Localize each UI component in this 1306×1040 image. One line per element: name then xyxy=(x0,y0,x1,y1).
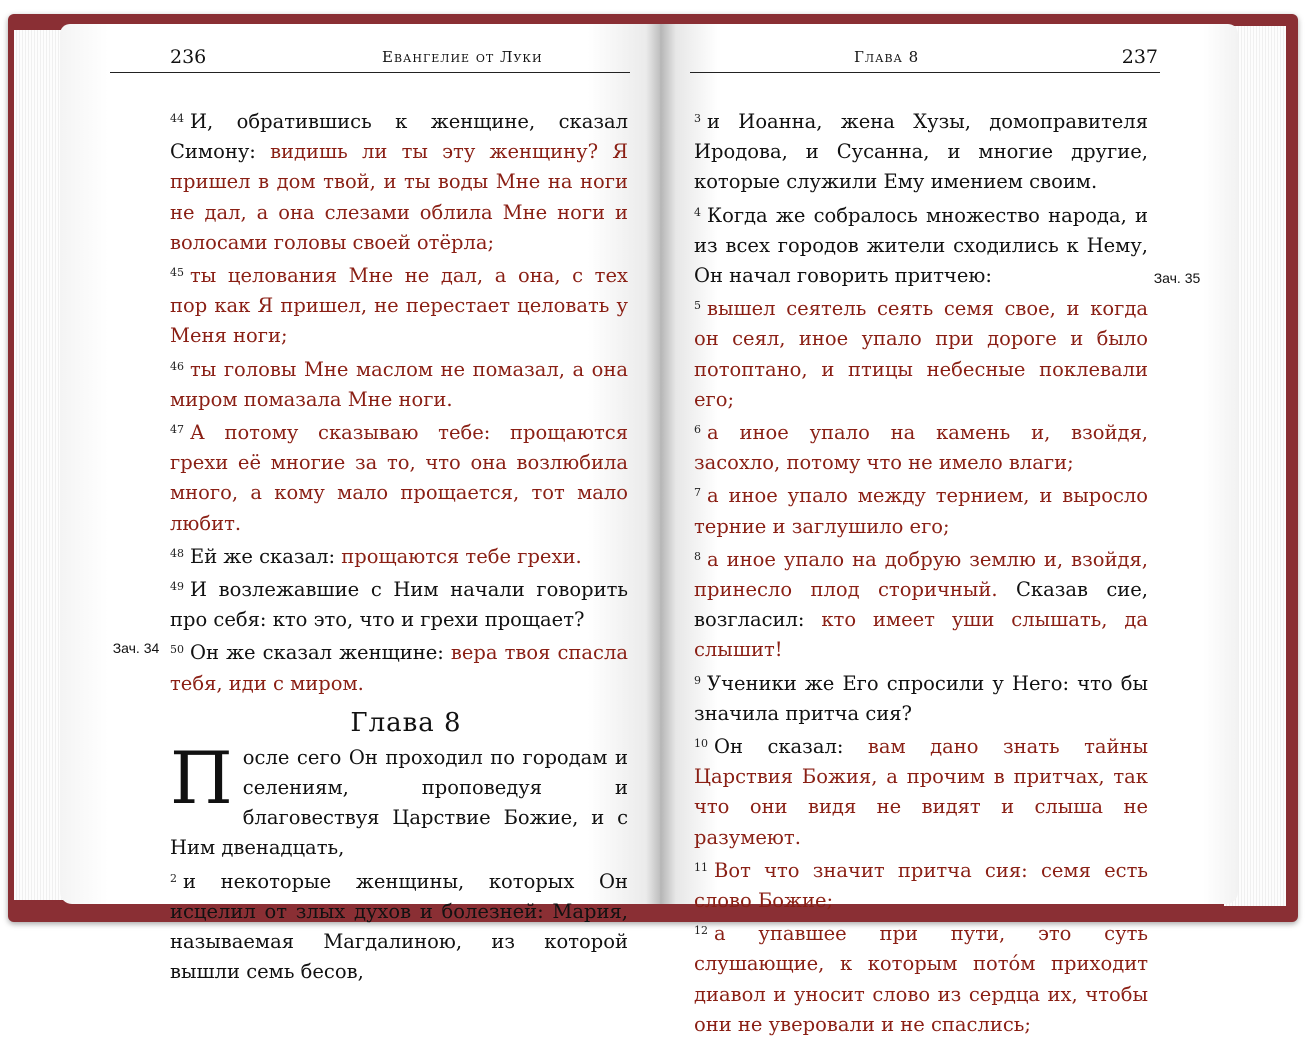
verse-number: 47 xyxy=(170,423,184,437)
verse-text: Ученики же Его спросили у Него: что бы значила притча сия? xyxy=(694,671,1148,725)
rubric-text: вам дано знать тайны Царствия Божия, а прочим в притчах, так что они видя не видят и слыша не разумеют. xyxy=(694,735,1148,849)
verse xyxy=(694,666,1148,729)
left-page-header xyxy=(110,46,630,73)
verse-number: 9 xyxy=(694,673,701,687)
verse-number: 5 xyxy=(694,299,701,313)
verse-text: Он сказал: xyxy=(714,735,868,759)
rubric-text: А потому сказываю тебе: прощаются грехи её многие за то, что она возлюбила много, а кому мало прощается, тот мало любит. xyxy=(170,421,628,535)
verse xyxy=(694,415,1148,478)
verse-number: 46 xyxy=(170,359,184,373)
verse xyxy=(694,104,1148,198)
verse xyxy=(170,735,628,864)
right-page-header xyxy=(690,46,1160,73)
verse-text: и некоторые женщины, которых Он исцелил от злых духов и болезней: Мария, называемая Магдалиною, из которой вышли семь бесов, xyxy=(170,869,628,984)
verse xyxy=(694,198,1148,292)
right-running-title: Глава 8 xyxy=(854,48,920,66)
verse xyxy=(170,258,628,352)
rubric-text: а иное упало на добрую землю и, взойдя, принесло плод сторичный. xyxy=(694,547,1148,602)
chapter-verse-list xyxy=(170,735,628,988)
verse-number: 11 xyxy=(694,860,708,874)
left-page-number: 236 xyxy=(170,46,207,68)
left-running-title: Евангелие от Луки xyxy=(382,48,543,66)
verse xyxy=(694,916,1148,1040)
verse xyxy=(170,864,628,988)
verse-number: 50 xyxy=(170,643,184,657)
right-verse-list xyxy=(694,104,1148,1040)
right-zachalo-note xyxy=(1152,270,1202,287)
chapter-heading: Глава 8 xyxy=(350,707,462,738)
left-zachalo-text: Зач. 34 xyxy=(112,640,160,656)
verse-text: И возлежавшие с Ним начали говорить про себя: кто это, что и грехи прощает? xyxy=(170,578,628,632)
verse xyxy=(694,729,1148,853)
verse-number: 49 xyxy=(170,580,184,594)
verse-number: 44 xyxy=(170,112,184,125)
verse-number: 48 xyxy=(170,546,184,560)
verse xyxy=(170,104,628,258)
verse-number: 10 xyxy=(694,737,708,751)
verse-number: 2 xyxy=(170,871,177,885)
verse xyxy=(694,853,1148,916)
rubric-text: прощаются тебе грехи. xyxy=(341,544,582,568)
verse xyxy=(694,478,1148,541)
verse-text: осле сего Он проходил по городам и селениям, проповедуя и благовествуя Царствие Божие, и с Ним двенадцать, xyxy=(170,745,628,860)
verse-number: 4 xyxy=(694,205,701,219)
left-verse-list xyxy=(170,104,628,699)
verse-number: 7 xyxy=(694,486,701,500)
verse-number: 6 xyxy=(694,423,701,437)
verse xyxy=(170,572,628,635)
verse-text: И, обратившись к женщине, сказал Симону: xyxy=(170,110,628,164)
rubric-text: а иное упало между тернием, и выросло терние и заглушило его; xyxy=(694,484,1148,538)
right-zachalo-text: Зач. 35 xyxy=(1153,270,1201,286)
drop-cap: П xyxy=(170,735,233,820)
verse-text: Сказав сие, возгласил: xyxy=(694,578,1148,632)
rubric-text: а упавшее при пути, это суть слушающие, к которым потóм приходит диавол и уносит слово из сердца их, чтобы они не уверовали и не спаслись; xyxy=(694,922,1148,1036)
verse xyxy=(170,352,628,415)
rubric-text: а иное упало на камень и, взойдя, засохло, потому что не имело влаги; xyxy=(694,421,1148,475)
verse xyxy=(170,415,628,539)
rubric-text: ты целования Мне не дал, а она, с тех пор как Я пришел, не перестает целовать у Меня ноги; xyxy=(170,264,628,348)
left-text-column xyxy=(170,104,628,987)
right-text-column xyxy=(694,104,1148,1040)
verse xyxy=(694,291,1148,415)
verse-number: 8 xyxy=(694,549,701,563)
verse xyxy=(694,542,1148,666)
verse-number: 3 xyxy=(694,112,701,125)
right-page-number: 237 xyxy=(1121,46,1158,68)
verse xyxy=(170,635,628,698)
rubric-text: вышел сеятель сеять семя свое, и когда он сеял, иное упало при дороге и было потоптано, и птицы небесные поклевали его; xyxy=(694,297,1148,411)
verse-number: 45 xyxy=(170,266,184,280)
rubric-text: видишь ли ты эту женщину? Я пришел в дом твой, и ты воды Мне на ноги не дал, а она слезами облила Мне ноги и волосами головы своей отёрла; xyxy=(170,140,628,254)
verse-text: и Иоанна, жена Хузы, домоправителя Иродова, и Сусанна, и многие другие, которые служили Ему имением своим. xyxy=(694,110,1148,194)
rubric-text: кто имеет уши слышать, да слышит! xyxy=(694,608,1148,662)
verse xyxy=(170,539,628,572)
rubric-text: Вот что значит притча сия: семя есть слово Божие; xyxy=(694,858,1148,913)
left-zachalo-note xyxy=(112,640,160,657)
rubric-text: ты головы Мне маслом не помазал, а она миром помазала Мне ноги. xyxy=(170,357,628,411)
book-spine-shadow xyxy=(646,24,676,904)
verse-text: Он же сказал женщине: xyxy=(190,641,451,665)
verse-text: Ей же сказал: xyxy=(190,544,342,568)
verse-text: Когда же собралось множество народа, и из всех городов жители сходились к Нему, Он начал говорить притчею: xyxy=(694,203,1148,288)
rubric-text: вера твоя спасла тебя, иди с миром. xyxy=(170,641,628,695)
verse-number: 12 xyxy=(694,924,708,938)
